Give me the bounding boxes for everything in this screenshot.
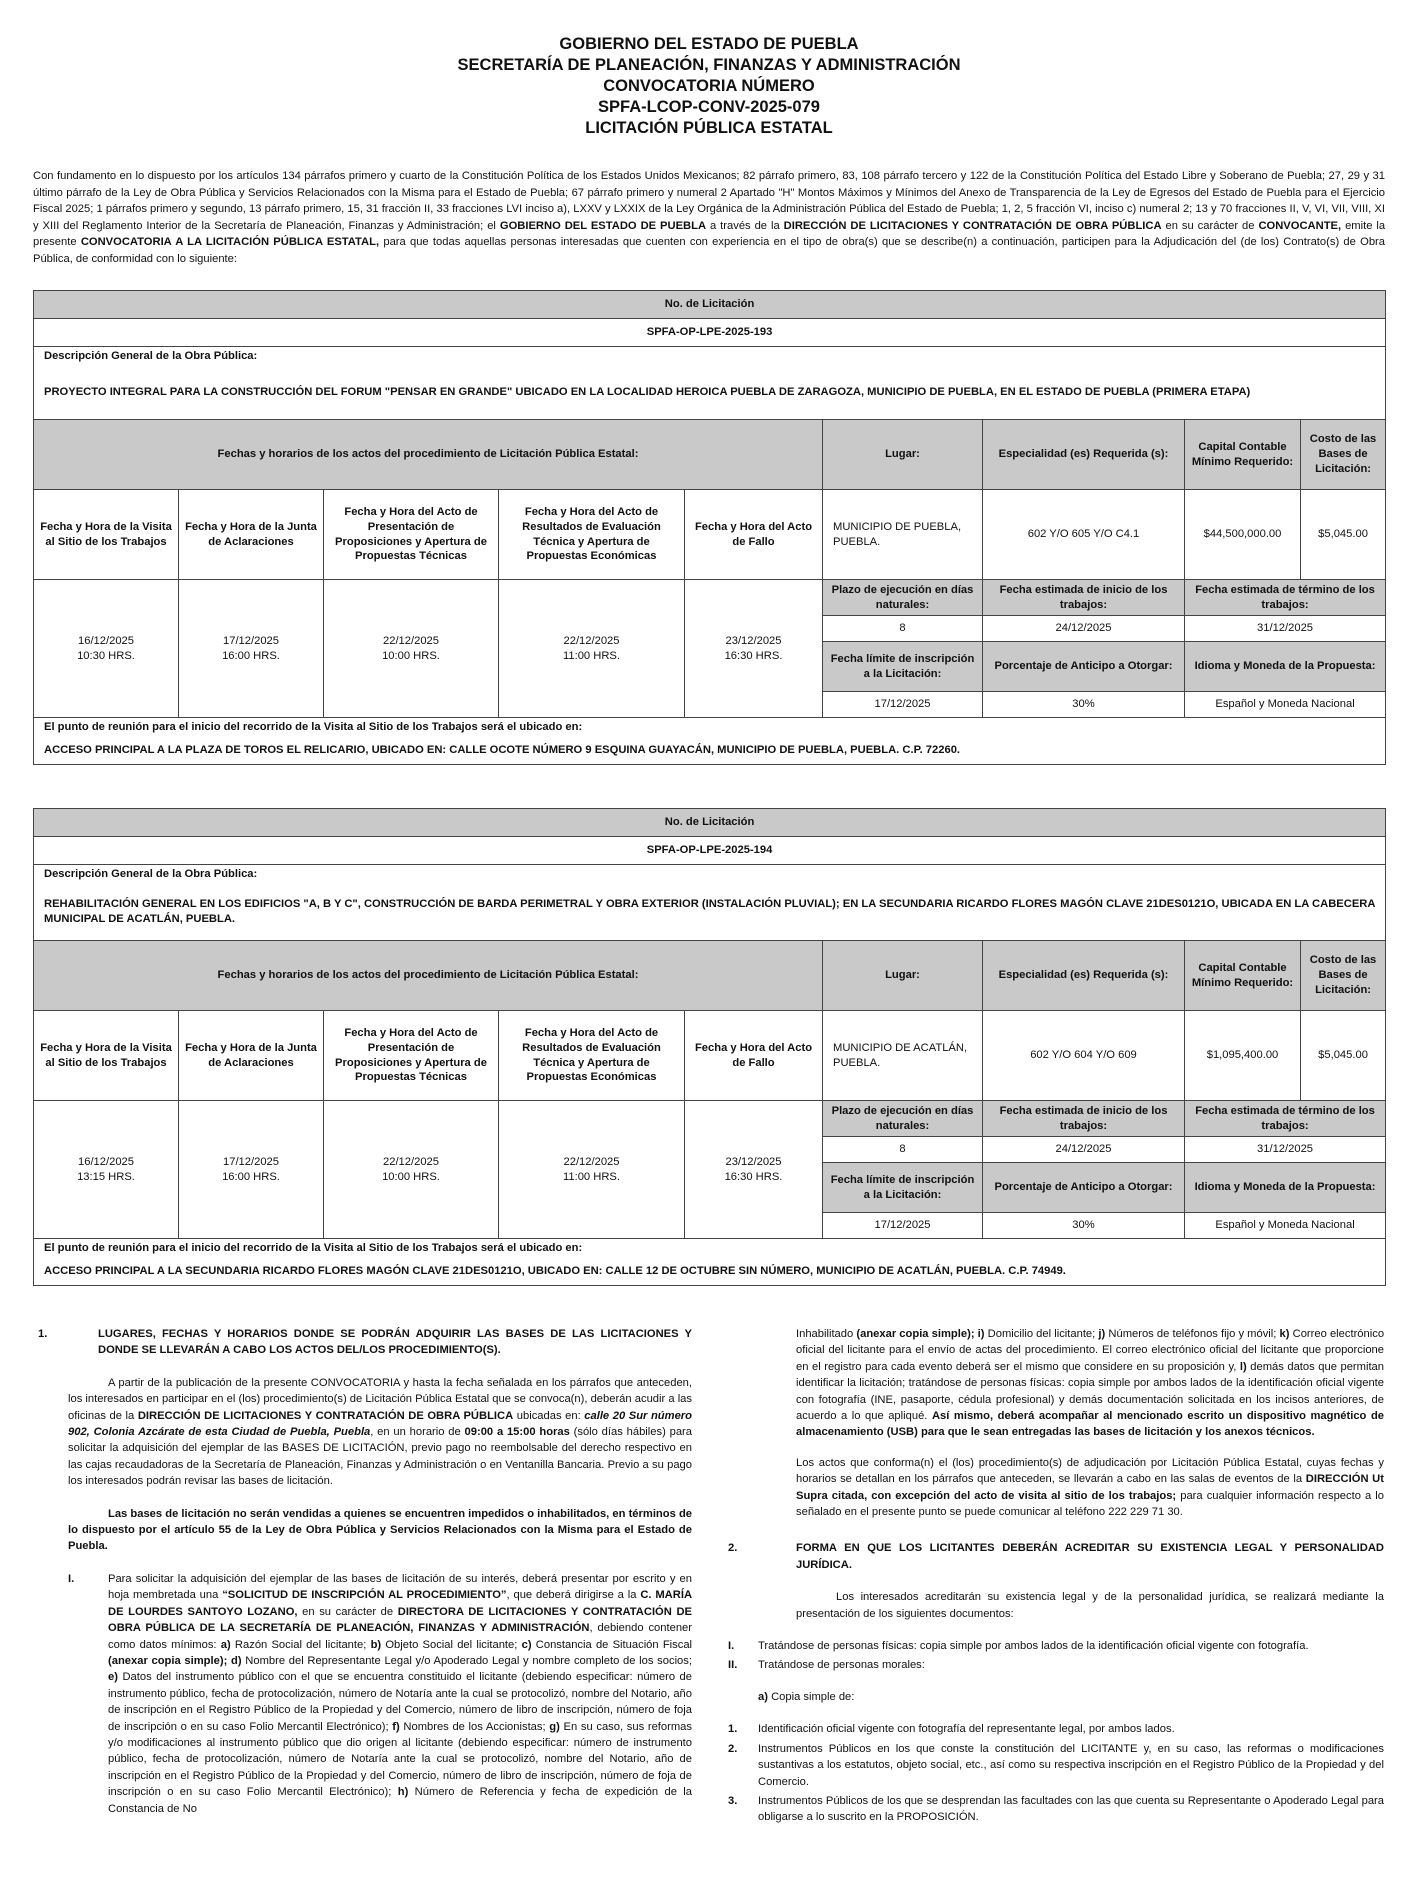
section-1-item-I bbox=[38, 1571, 692, 1817]
section-2-heading bbox=[728, 1540, 1384, 1573]
r-bold-4: j) bbox=[1098, 1328, 1106, 1340]
section-2-paragraph: Los interesados acreditarán su existencia legal y de la personalidad jurídica, se realizará mediante la presentación de los siguientes documentos: bbox=[796, 1591, 1384, 1620]
presentacion-cell bbox=[324, 580, 499, 718]
idioma-value: Español y Moneda Nacional bbox=[1185, 1213, 1386, 1239]
header-line-1: GOBIERNO DEL ESTADO DE PUEBLA bbox=[559, 35, 859, 53]
fallo-fecha: 23/12/2025 bbox=[725, 1155, 782, 1168]
capital-header: Capital Contable Mínimo Requerido: bbox=[1185, 420, 1301, 490]
s1-p1-hours: 09:00 a 15:00 horas bbox=[464, 1426, 570, 1439]
junta-header: Fecha y Hora de la Junta de Aclaraciones bbox=[179, 1011, 324, 1101]
fallo-hora: 16:30 HRS. bbox=[724, 649, 783, 662]
document-list-text: Instrumentos Públicos de los que se desprendan las facultades con las que cuenta su Representante o Apoderado Legal para obligarse a lo suscrito en la PROPOSICIÓN. bbox=[758, 1794, 1384, 1824]
section-1-paragraph-1 bbox=[38, 1375, 692, 1490]
intro-text-2: a través de la bbox=[710, 219, 780, 232]
document-list-number: 2. bbox=[728, 1742, 738, 1755]
r-p2-bold-b: DIRECCIÓN Ut Supra citada, con excepción del acto de visita al sitio de los trabajos; bbox=[796, 1473, 1384, 1502]
idioma-value: Español y Moneda Nacional bbox=[1185, 692, 1386, 718]
visita-fecha: 16/12/2025 bbox=[78, 1155, 134, 1168]
visita-hora: 13:15 HRS. bbox=[77, 1170, 135, 1183]
costo-header: Costo de las Bases de Licitación: bbox=[1301, 420, 1386, 490]
intro-text-4: emite la presente bbox=[33, 219, 1386, 248]
r-text-7: Correo electrónico oficial del licitante para el envío de actas del procedimiento. El correo electrónico oficial del licitante que proporcione en el registro para cada evento deberá ser el mismo que considere en su proposición y, bbox=[796, 1328, 1385, 1373]
i-text-k: Objeto Social del licitante; bbox=[385, 1638, 518, 1651]
termino-header: Fecha estimada de término de los trabajos: bbox=[1185, 1101, 1386, 1137]
left-column bbox=[38, 1326, 692, 1817]
especialidad-header: Especialidad (es) Requerida (s): bbox=[983, 941, 1185, 1011]
resultados-hora: 11:00 HRS. bbox=[562, 1170, 620, 1183]
idioma-header: Idioma y Moneda de la Propuesta: bbox=[1185, 1163, 1386, 1213]
i-bold-d: C. MARÍA DE LOURDES SANTOYO LOZANO, bbox=[108, 1589, 693, 1618]
section-1-item-I-continued bbox=[728, 1326, 1384, 1441]
s1-p1-text-e: , en un horario de bbox=[370, 1426, 461, 1439]
i-text-q: Datos del instrumento público con el que se encuentra constituido el licitante (debiendo especificar: número de instrumento público, fecha de protocolización, número de Notaría ante la cual se protocolizó, nombre del Notario, año de inscripción en el Registro Público de la Propiedad y del Comercio, número de libro de inscripción, número de foja de inscripción o en su caso Folio Mercantil Electrónico); bbox=[108, 1671, 693, 1733]
no-licitacion-label: No. de Licitación bbox=[34, 809, 1386, 837]
resultados-cell bbox=[499, 1101, 685, 1239]
i-bold-t: g) bbox=[549, 1720, 560, 1733]
limite-value: 17/12/2025 bbox=[823, 1213, 983, 1239]
resultados-header: Fecha y Hora del Acto de Resultados de Evaluación Técnica y Apertura de Propuestas Económicas bbox=[499, 490, 685, 580]
r-p2-text-c: para cualquier información respecto a lo señalado en el presente punto se puede comunicar al teléfono 222 229 71 30. bbox=[796, 1489, 1385, 1519]
lugar-header: Lugar: bbox=[823, 941, 983, 1011]
junta-hora: 16:00 HRS. bbox=[222, 1170, 280, 1183]
i-text-a: Para solicitar la adquisición del ejemplar de las bases de licitación de su interés, deberá presentar por escrito y en hoja membretada una bbox=[108, 1572, 692, 1602]
document-list-number: 1. bbox=[728, 1723, 738, 1736]
presentacion-cell bbox=[324, 1101, 499, 1239]
section-1-number: 1. bbox=[38, 1328, 48, 1340]
termino-header: Fecha estimada de término de los trabajos: bbox=[1185, 580, 1386, 616]
i-text-g: , debiendo contener como datos mínimos: bbox=[108, 1622, 692, 1651]
termino-value: 31/12/2025 bbox=[1185, 1137, 1386, 1163]
s1-p1-text-c: ubicadas en: bbox=[516, 1409, 581, 1422]
r-text-1: Inhabilitado bbox=[796, 1328, 854, 1340]
fallo-fecha: 23/12/2025 bbox=[725, 634, 782, 647]
r-bold-2: (anexar copia simple); i) bbox=[856, 1328, 985, 1340]
intro-bold-2: DIRECCIÓN DE LICITACIONES Y CONTRATACIÓN DE OBRA PÚBLICA bbox=[783, 219, 1162, 232]
s1-p1-text-g: (sólo días hábiles) para solicitar la adquisición del ejemplar de las BASES DE LICITACIÓN, previo pago no reembolsable del derecho respectivo en las cajas recaudadoras de la Secretaría de Planeación, Finanzas y Administración o en Ventanilla Bancaria. Previo a su pago los interesados podrán revisar las bases de licitación. bbox=[68, 1426, 692, 1488]
intro-paragraph bbox=[33, 168, 1385, 267]
presentacion-header: Fecha y Hora del Acto de Presentación de Proposiciones y Apertura de Propuestas Técnicas bbox=[324, 490, 499, 580]
junta-hora: 16:00 HRS. bbox=[222, 649, 280, 662]
descripcion-label: Descripción General de la Obra Pública: bbox=[34, 865, 1386, 885]
r-bold-6: k) bbox=[1279, 1328, 1290, 1340]
idioma-header: Idioma y Moneda de la Propuesta: bbox=[1185, 642, 1386, 692]
section-1-heading bbox=[38, 1326, 692, 1359]
costo-value: $5,045.00 bbox=[1301, 1011, 1386, 1101]
intro-text-3: en su carácter de bbox=[1165, 219, 1255, 232]
fallo-header: Fecha y Hora del Acto de Fallo bbox=[685, 1011, 823, 1101]
anticipo-value: 30% bbox=[983, 692, 1185, 718]
descripcion-label: Descripción General de la Obra Pública: bbox=[34, 347, 1386, 367]
section-1-paragraph-2: Las bases de licitación no serán vendidas a quienes se encuentren impedidos o inhabilitados, en términos de lo dispuesto por el artículo 55 de la Ley de Obra Pública y Servicios Relacionados con la Misma para el Estado de Puebla. bbox=[68, 1507, 692, 1553]
s2-a-letter: a) bbox=[758, 1690, 768, 1703]
document-list-item bbox=[728, 1741, 1384, 1790]
i-bold-r: f) bbox=[392, 1720, 400, 1733]
capital-value: $1,095,400.00 bbox=[1185, 1011, 1301, 1101]
fechas-horarios-header: Fechas y horarios de los actos del procedimiento de Licitación Pública Estatal: bbox=[34, 941, 823, 1011]
visita-cell bbox=[34, 580, 179, 718]
capital-header: Capital Contable Mínimo Requerido: bbox=[1185, 941, 1301, 1011]
i-bold-v: h) bbox=[397, 1786, 409, 1799]
costo-header: Costo de las Bases de Licitación: bbox=[1301, 941, 1386, 1011]
r-p2-text-a: Los actos que conforma(n) el (los) procedimiento(s) de adjudicación por Licitación Pública Estatal, cuyas fechas y horarios se detallan en los párrafos que anteceden, se llevarán a cabo en las salas de eventos de la bbox=[796, 1456, 1384, 1486]
lugar-value: MUNICIPIO DE PUEBLA, PUEBLA. bbox=[823, 490, 983, 580]
inicio-value: 24/12/2025 bbox=[983, 1137, 1185, 1163]
junta-header: Fecha y Hora de la Junta de Aclaraciones bbox=[179, 490, 324, 580]
fallo-hora: 16:30 HRS. bbox=[724, 1170, 783, 1183]
header-line-3: CONVOCATORIA NÚMERO bbox=[603, 77, 815, 95]
inicio-header: Fecha estimada de inicio de los trabajos: bbox=[983, 1101, 1185, 1137]
i-text-s: Nombres de los Accionistas; bbox=[403, 1720, 546, 1733]
intro-bold-4: CONVOCATORIA A LA LICITACIÓN PÚBLICA ESTATAL, bbox=[80, 236, 380, 248]
i-bold-p: e) bbox=[108, 1671, 118, 1684]
visita-header: Fecha y Hora de la Visita al Sitio de los Trabajos bbox=[34, 1011, 179, 1101]
resultados-fecha: 22/12/2025 bbox=[563, 1155, 620, 1168]
especialidad-value: 602 Y/O 604 Y/O 609 bbox=[983, 1011, 1185, 1101]
descripcion-obra: REHABILITACIÓN GENERAL EN LOS EDIFICIOS "A, B Y C", CONSTRUCCIÓN DE BARDA PERIMETRAL Y OBRA EXTERIOR (INSTALACIÓN PLUVIAL); EN LA SECUNDARIA RICARDO FLORES MAGÓN CLAVE 21DES0121O, UBICADA EN LA CABECERA MUNICIPAL DE ACATLÁN, PUEBLA. bbox=[34, 885, 1386, 941]
plazo-header: Plazo de ejecución en días naturales: bbox=[823, 1101, 983, 1137]
lugar-header: Lugar: bbox=[823, 420, 983, 490]
s2-item-I-text: Tratándose de personas físicas: copia simple por ambos lados de la identificación oficial vigente con fotografía. bbox=[758, 1640, 1309, 1653]
i-text-w: Número de Referencia y fecha de expedición de la Constancia de No bbox=[108, 1786, 693, 1815]
i-bold-b: “SOLICITUD DE INSCRIPCIÓN AL PROCEDIMIENTO” bbox=[222, 1589, 507, 1602]
fallo-cell bbox=[685, 1101, 823, 1239]
licitacion-table-1 bbox=[33, 290, 1386, 765]
r-bold-10: Así mismo, deberá acompañar al mencionado escrito un dispositivo magnético de almacenamiento (USB) para que le sean entregadas las bases de licitación y los anexos técnicos. bbox=[796, 1410, 1384, 1439]
fechas-horarios-header: Fechas y horarios de los actos del procedimiento de Licitación Pública Estatal: bbox=[34, 420, 823, 490]
licitacion-table-2 bbox=[33, 808, 1386, 1286]
presentacion-header: Fecha y Hora del Acto de Presentación de Proposiciones y Apertura de Propuestas Técnicas bbox=[324, 1011, 499, 1101]
header-line-2: SECRETARÍA DE PLANEACIÓN, FINANZAS Y ADMINISTRACIÓN bbox=[457, 56, 961, 74]
i-text-m: Constancia de Situación Fiscal bbox=[535, 1638, 693, 1651]
fallo-cell bbox=[685, 580, 823, 718]
limite-header: Fecha límite de inscripción a la Licitación: bbox=[823, 1163, 983, 1213]
i-bold-l: c) bbox=[521, 1638, 532, 1651]
anticipo-header: Porcentaje de Anticipo a Otorgar: bbox=[983, 642, 1185, 692]
i-text-o: Nombre del Representante Legal y/o Apoderado Legal y nombre completo de los socios; bbox=[245, 1654, 692, 1667]
s2-item-II-number: II. bbox=[728, 1658, 738, 1671]
r-bold-8: l) bbox=[1239, 1360, 1247, 1373]
section-2-item-II bbox=[728, 1657, 1384, 1673]
document-list-number: 3. bbox=[728, 1794, 738, 1807]
presentacion-fecha: 22/12/2025 bbox=[383, 1155, 439, 1168]
section-2-item-I bbox=[728, 1638, 1384, 1654]
visita-header: Fecha y Hora de la Visita al Sitio de los Trabajos bbox=[34, 490, 179, 580]
document-list-item bbox=[728, 1721, 1384, 1737]
plazo-value: 8 bbox=[823, 1137, 983, 1163]
licitacion-number: SPFA-OP-LPE-2025-193 bbox=[34, 319, 1386, 347]
plazo-header: Plazo de ejecución en días naturales: bbox=[823, 580, 983, 616]
s2-item-I-number: I. bbox=[728, 1640, 735, 1653]
intro-bold-1: GOBIERNO DEL ESTADO DE PUEBLA bbox=[499, 219, 707, 232]
s2-a-text: Copia simple de: bbox=[771, 1690, 855, 1703]
visita-hora: 10:30 HRS. bbox=[77, 649, 135, 662]
i-text-u: En su caso, sus reformas y/o modificaciones al instrumento público que dio origen al licitante (debiendo especificar: número de instrumento público, fecha de protocolización, número de Notaría ante la cual se protocolizó, nombre del Notario, año de inscripción en el Registro Público de la Propiedad y del Comercio, número de libro de inscripción, número de foja de inscripción o en su caso Folio Mercantil Electrónico); bbox=[108, 1720, 692, 1799]
document-list-text: Identificación oficial vigente con fotografía del representante legal, por ambos lados. bbox=[758, 1723, 1175, 1736]
limite-value: 17/12/2025 bbox=[823, 692, 983, 718]
punto-reunion-value: ACCESO PRINCIPAL A LA SECUNDARIA RICARDO FLORES MAGÓN CLAVE 21DES0121O, UBICADO EN: CALLE 12 DE OCTUBRE SIN NÚMERO, MUNICIPIO DE ACATLÁN, PUEBLA. C.P. 74949. bbox=[34, 1259, 1386, 1286]
i-bold-h: a) bbox=[220, 1638, 231, 1651]
section-1-title: LUGARES, FECHAS Y HORARIOS DONDE SE PODRÁN ADQUIRIR LAS BASES DE LAS LICITACIONES Y DONDE SE LLEVARÁN A CABO LOS ACTOS DEL/LOS PROCEDIMIENTO(S). bbox=[98, 1328, 692, 1357]
s1-p1-bold-b: DIRECCIÓN DE LICITACIONES Y CONTRATACIÓN DE OBRA PÚBLICA bbox=[137, 1409, 514, 1422]
limite-header: Fecha límite de inscripción a la Licitación: bbox=[823, 642, 983, 692]
document-header bbox=[0, 34, 1418, 139]
document-list-text: Instrumentos Públicos en los que conste la constitución del LICITANTE y, en su caso, las reformas o modificaciones sustantivas a los estatutos, objeto social, etc., así como su respectiva inscripción en el Registro Público de la Propiedad y del Comercio. bbox=[758, 1742, 1384, 1788]
section-2-title: FORMA EN QUE LOS LICITANTES DEBERÁN ACREDITAR SU EXISTENCIA LEGAL Y PERSONALIDAD JURÍDICA. bbox=[796, 1542, 1384, 1571]
i-bold-j: b) bbox=[370, 1638, 382, 1651]
inicio-value: 24/12/2025 bbox=[983, 616, 1185, 642]
i-bold-f: DIRECTORA DE LICITACIONES Y CONTRATACIÓN DE OBRA PÚBLICA DE LA SECRETARÍA DE PLANEACIÓN, FINANZAS Y ADMINISTRACIÓN bbox=[108, 1605, 692, 1635]
inicio-header: Fecha estimada de inicio de los trabajos: bbox=[983, 580, 1185, 616]
punto-reunion-label: El punto de reunión para el inicio del recorrido de la Visita al Sitio de los Trabajos será el ubicado en: bbox=[34, 1239, 1386, 1259]
i-text-i: Razón Social del licitante; bbox=[234, 1638, 367, 1651]
r-text-9: demás datos que permitan identificar la licitación; tratándose de personas físicas: copia simple por ambos lados de la identificación oficial vigente con fotografía (INE, pasaporte, cédula profesional) y demás documentación solicitada en los incisos anteriores, de acuerdo a lo que apliqué. bbox=[796, 1360, 1385, 1423]
resultados-cell bbox=[499, 580, 685, 718]
s2-item-II-text: Tratándose de personas morales: bbox=[758, 1658, 925, 1671]
visita-cell bbox=[34, 1101, 179, 1239]
document-list-item bbox=[728, 1793, 1384, 1826]
junta-cell bbox=[179, 1101, 324, 1239]
r-text-3: Domicilio del licitante; bbox=[987, 1328, 1096, 1340]
fallo-header: Fecha y Hora del Acto de Fallo bbox=[685, 490, 823, 580]
section-2-documents-list bbox=[728, 1721, 1384, 1825]
section-2-number: 2. bbox=[728, 1542, 738, 1555]
plazo-value: 8 bbox=[823, 616, 983, 642]
lugar-value: MUNICIPIO DE ACATLÁN, PUEBLA. bbox=[823, 1011, 983, 1101]
punto-reunion-label: El punto de reunión para el inicio del recorrido de la Visita al Sitio de los Trabajos será el ubicado en: bbox=[34, 718, 1386, 738]
no-licitacion-label: No. de Licitación bbox=[34, 291, 1386, 319]
intro-text-1: Con fundamento en lo dispuesto por los artículos 134 párrafos primero y cuarto de la Constitución Política de los Estados Unidos Mexicanos; 82 párrafo primero, 83, 108 párrafo tercero y 122 de la Constitución Política del Estado Libre y Soberano de Puebla; 27, 29 y 31 último párrafo de la Ley de Obra Pública y Servicios Relacionados con la Misma para el Estado de Puebla; 67 párrafo primero y numeral 2 Apartado "H" Montos Máximos y Mínimos del Anexo de Transparencia de la Ley de Egresos del Estado de Puebla para el Ejercicio Fiscal 2025; 1 párrafos primero y segundo, 13 párrafo primero, 15, 31 fracción II, 33 fracciones LVI inciso a), LXXV y LXXIX de la Ley Orgánica de la Administración Pública del Estado de Puebla; 1, 2, 5 fracción VI, inciso c) numeral 2; 13 y 70 fracciones II, V, VI, VII, VIII, XI y XIII del Reglamento Interior de la Secretaría de Planeación, Finanzas y Administración; el bbox=[33, 170, 1385, 232]
header-line-5: LICITACIÓN PÚBLICA ESTATAL bbox=[585, 119, 833, 137]
i-text-e: en su carácter de bbox=[302, 1605, 394, 1618]
i-bold-n: (anexar copia simple); d) bbox=[108, 1654, 242, 1667]
anticipo-header: Porcentaje de Anticipo a Otorgar: bbox=[983, 1163, 1185, 1213]
junta-fecha: 17/12/2025 bbox=[223, 634, 279, 647]
header-line-4: SPFA-LCOP-CONV-2025-079 bbox=[598, 98, 820, 116]
presentacion-hora: 10:00 HRS. bbox=[382, 1170, 440, 1183]
i-text-c: , que deberá dirigirse a la bbox=[506, 1589, 637, 1602]
resultados-fecha: 22/12/2025 bbox=[563, 634, 620, 647]
termino-value: 31/12/2025 bbox=[1185, 616, 1386, 642]
s1-p1-text-a: A partir de la publicación de la presente CONVOCATORIA y hasta la fecha señalada en los párrafos que anteceden, los interesados en participar en el (los) procedimiento(s) de Licitación Pública Estatal que se convoca(n), deberán acudir a las oficinas de la bbox=[68, 1376, 692, 1422]
section-1-paragraph-3 bbox=[728, 1455, 1384, 1521]
visita-fecha: 16/12/2025 bbox=[78, 634, 134, 647]
presentacion-hora: 10:00 HRS. bbox=[382, 649, 440, 662]
intro-text-5: para que todas aquellas personas interesadas que cuenten con experiencia en el tipo de obra(s) que se describe(n) a continuación, participen para la Adjudicación del (de los) Contrato(s) de Obra Pública, de conformidad con lo siguiente: bbox=[33, 236, 1385, 265]
punto-reunion-value: ACCESO PRINCIPAL A LA PLAZA DE TOROS EL RELICARIO, UBICADO EN: CALLE OCOTE NÚMERO 9 ESQUINA GUAYACÁN, MUNICIPIO DE PUEBLA, PUEBLA. C.P. 72260. bbox=[34, 738, 1386, 765]
descripcion-obra: PROYECTO INTEGRAL PARA LA CONSTRUCCIÓN DEL FORUM "PENSAR EN GRANDE" UBICADO EN LA LOCALIDAD HEROICA PUEBLA DE ZARAGOZA, MUNICIPIO DE PUEBLA, EN EL ESTADO DE PUEBLA (PRIMERA ETAPA) bbox=[34, 367, 1386, 420]
costo-value: $5,045.00 bbox=[1301, 490, 1386, 580]
resultados-hora: 11:00 HRS. bbox=[562, 649, 620, 662]
especialidad-value: 602 Y/O 605 Y/O C4.1 bbox=[983, 490, 1185, 580]
right-column bbox=[728, 1326, 1384, 1829]
capital-value: $44,500,000.00 bbox=[1185, 490, 1301, 580]
section-2-copia-simple bbox=[728, 1689, 1384, 1705]
item-I-number: I. bbox=[68, 1572, 75, 1585]
s1-p1-address: calle 20 Sur número 902, Colonia Azcárate de esta Ciudad de Puebla, Puebla bbox=[68, 1409, 692, 1439]
anticipo-value: 30% bbox=[983, 1213, 1185, 1239]
r-text-5: Números de teléfonos fijo y móvil; bbox=[1108, 1328, 1277, 1340]
junta-fecha: 17/12/2025 bbox=[223, 1155, 279, 1168]
especialidad-header: Especialidad (es) Requerida (s): bbox=[983, 420, 1185, 490]
intro-bold-3: CONVOCANTE, bbox=[1258, 219, 1342, 232]
item-I-text bbox=[108, 1571, 692, 1817]
licitacion-number: SPFA-OP-LPE-2025-194 bbox=[34, 837, 1386, 865]
junta-cell bbox=[179, 580, 324, 718]
presentacion-fecha: 22/12/2025 bbox=[383, 634, 439, 647]
resultados-header: Fecha y Hora del Acto de Resultados de Evaluación Técnica y Apertura de Propuestas Económicas bbox=[499, 1011, 685, 1101]
